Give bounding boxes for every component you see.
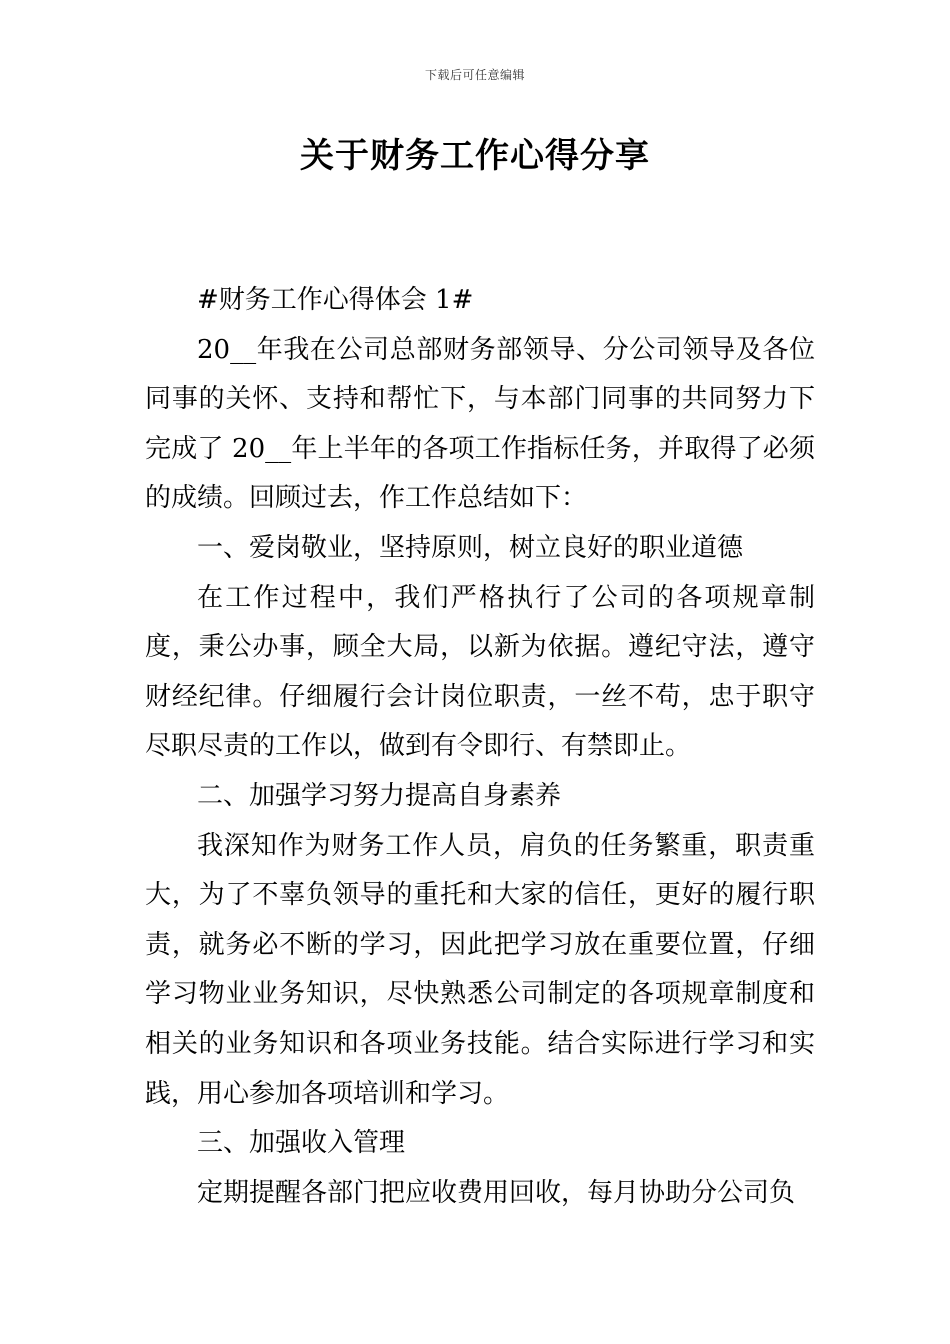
subheading-3: 三、加强收入管理 <box>197 1128 406 1159</box>
document-body <box>145 276 815 1218</box>
paragraph-2: 我深知作为财务工作人员，肩负的任务繁重，职责重大，为了不辜负领导的重托和大家的信任，更好的履行职责，就务必不断的学习，因此把学习放在重要位置，仔细学习物业业务知识，尽快熟悉公司制定的各项规章制度和相关的业务知识和各项业务技能。结合实际进行学习和实践，用心参加各项培训和学习。 <box>145 830 815 1109</box>
paragraph-intro: 20__年我在公司总部财务部领导、分公司领导及各位同事的关怀、支持和帮忙下，与本部门同事的共同努力下完成了 20__年上半年的各项工作指标任务，并取得了必须的成绩。回顾过去，作工作总结如下： <box>145 334 815 514</box>
subheading-1: 一、爱岗敬业，坚持原则，树立良好的职业道德 <box>197 532 744 563</box>
document-title: 关于财务工作心得分享 <box>300 136 650 176</box>
section-heading-1: #财务工作心得体会 1# <box>197 285 474 315</box>
subheading-2: 二、加强学习努力提高自身素养 <box>197 780 562 811</box>
paragraph-3: 定期提醒各部门把应收费用回收，每月协助分公司负 <box>197 1177 796 1208</box>
paragraph-1: 在工作过程中，我们严格执行了公司的各项规章制度，秉公办事，顾全大局，以新为依据。遵纪守法，遵守财经纪律。仔细履行会计岗位职责，一丝不苟，忠于职守尽职尽责的工作以，做到有令即行、有禁即止。 <box>145 582 815 762</box>
header-note: 下载后可任意编辑 <box>424 68 525 82</box>
